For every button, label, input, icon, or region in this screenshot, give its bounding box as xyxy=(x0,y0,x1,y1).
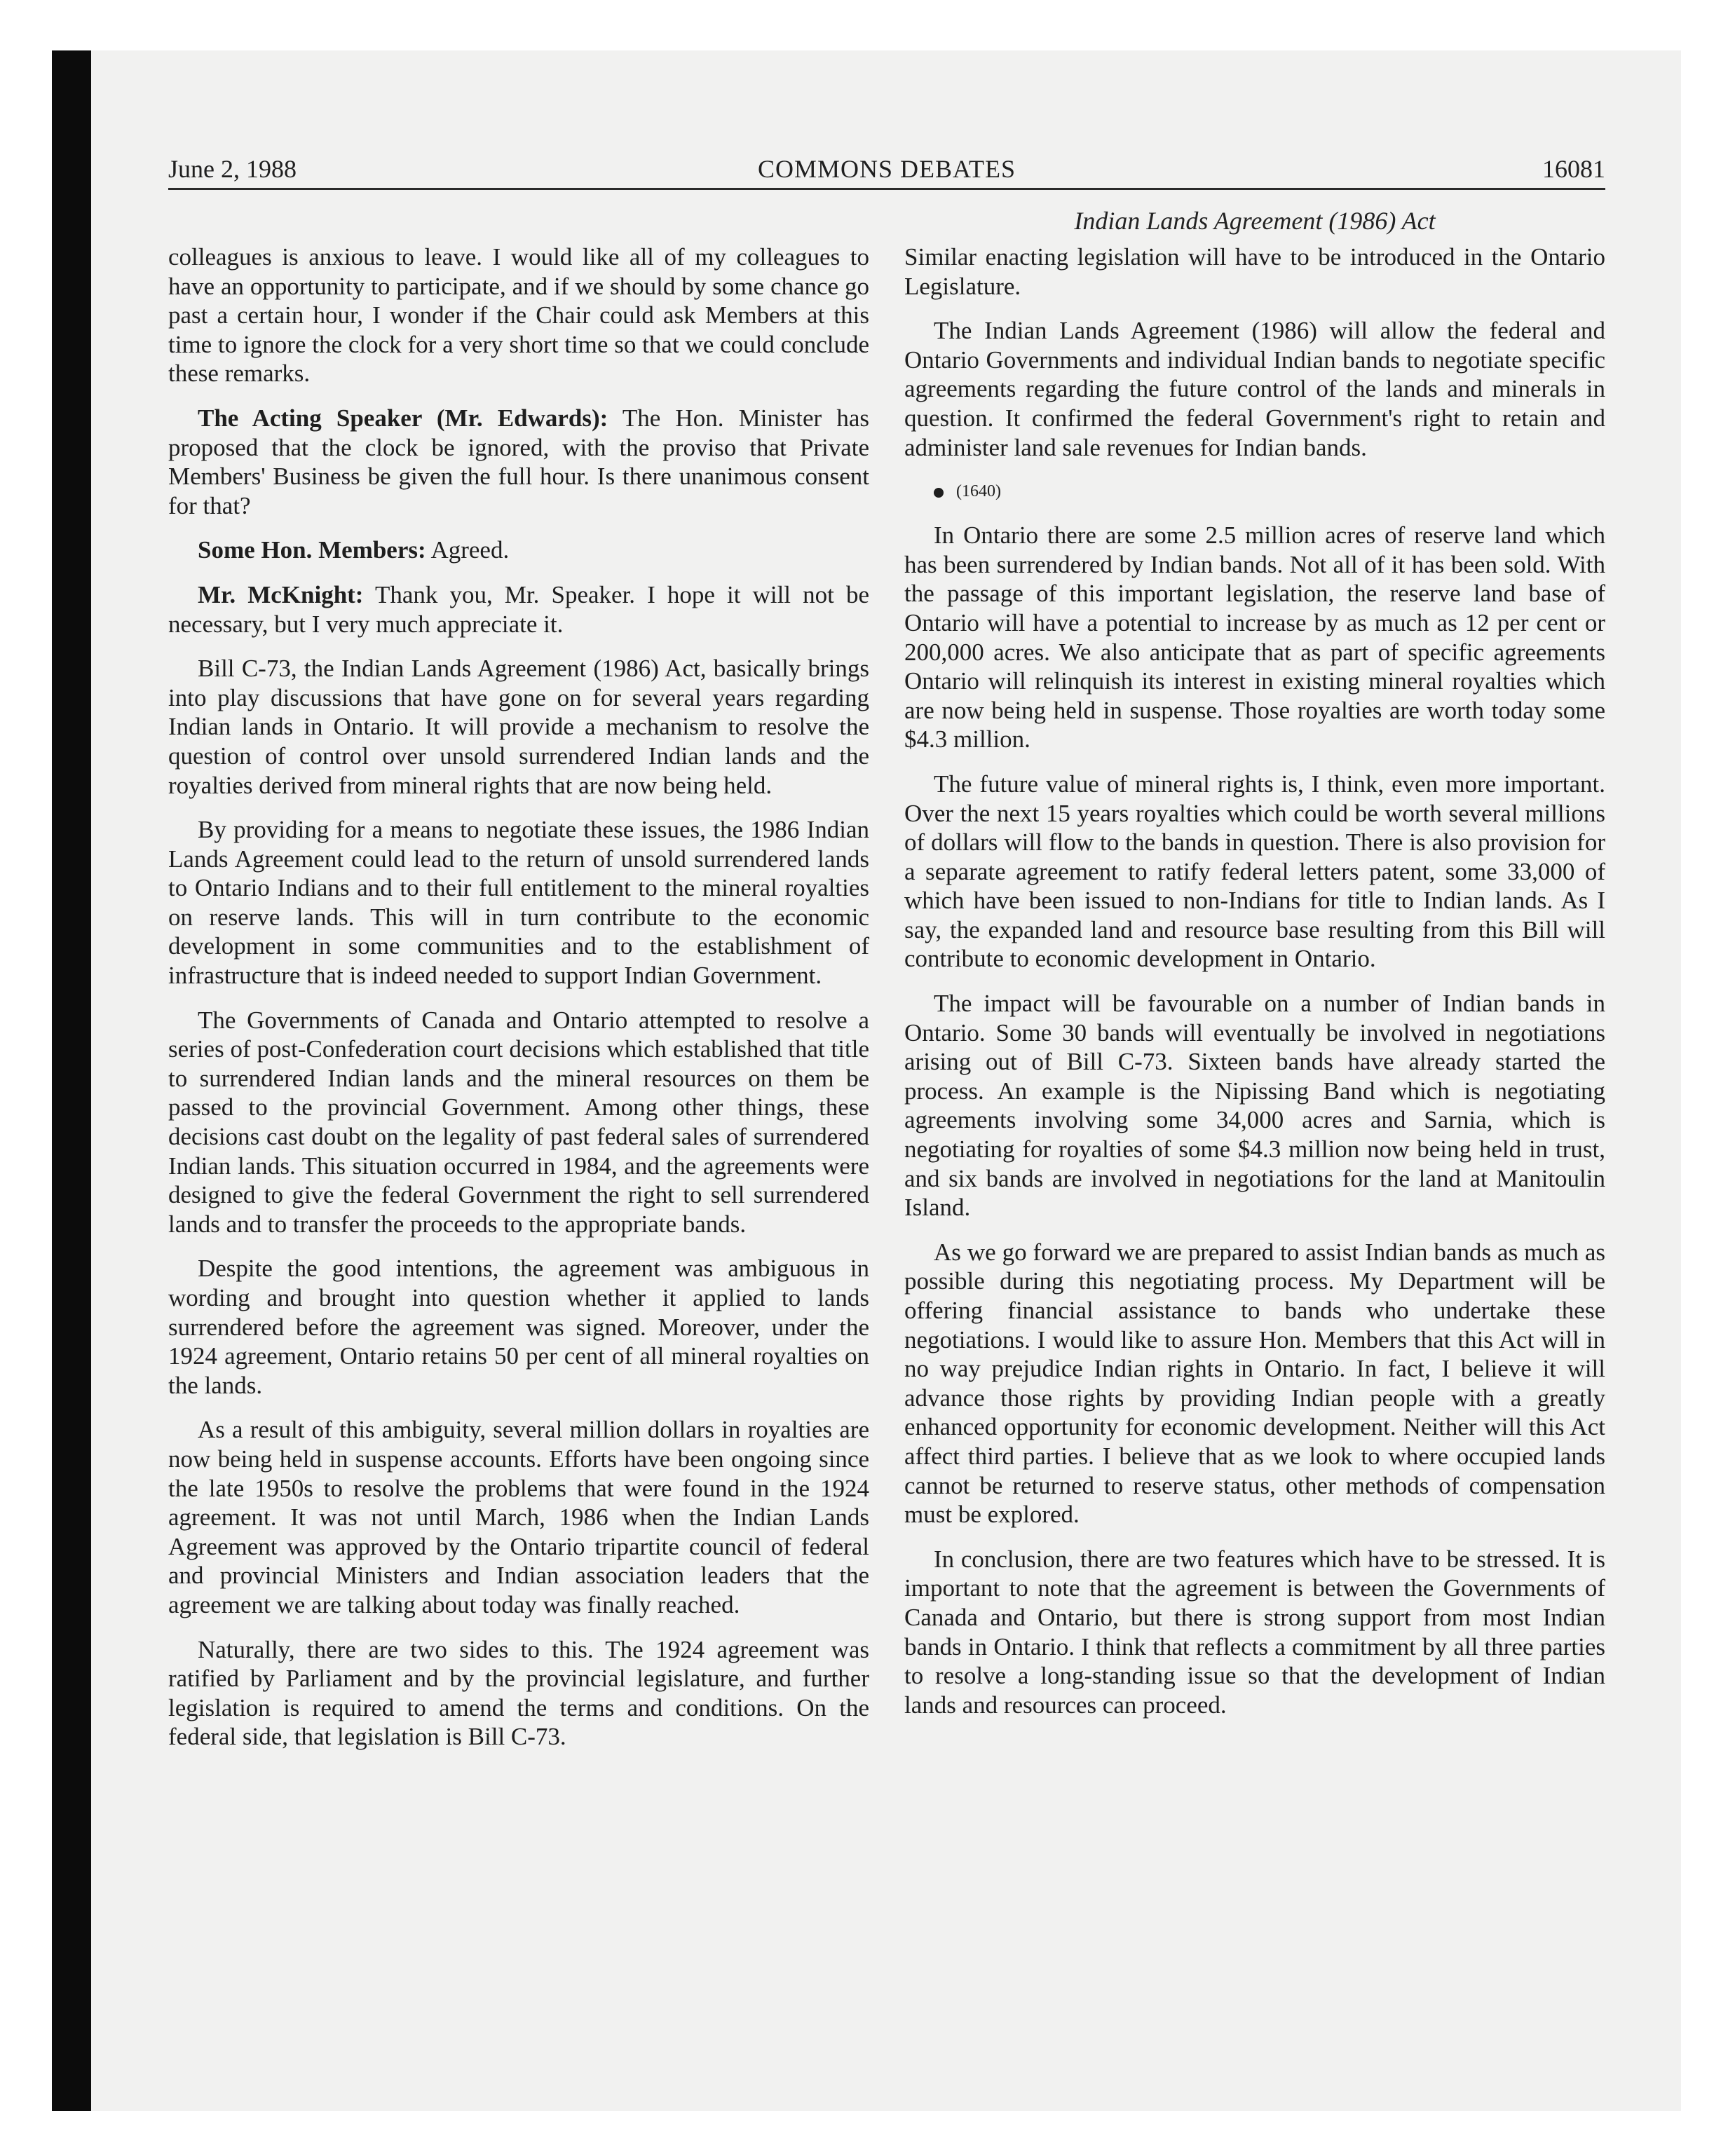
speech-paragraph xyxy=(168,404,869,520)
speaker-name: The Acting Speaker (Mr. Edwards): xyxy=(198,404,608,432)
paragraph: Despite the good intentions, the agreement was ambiguous in wording and brought into question whether it applied to lands surrendered before the agreement was signed. Moreover, under the 1924 agreement, Ontario retains 50 per cent of all mineral royalties on the lands. xyxy=(168,1255,869,1399)
paragraph: As we go forward we are prepared to assist Indian bands as much as possible during this negotiating process. My Department will be offering financial assistance to bands who undertake these negotiations. I would like to assure Hon. Members that this Act will in no way prejudice Indian rights in Ontario. In fact, I believe it will advance those rights by providing Indian people with a greatly enhanced opportunity for economic development. Neither will this Act affect third parties. I believe that as we look to where occupied lands cannot be returned to reserve status, other methods of compensation must be explored. xyxy=(904,1238,1605,1529)
scan-binding-edge xyxy=(52,50,91,2111)
time-marker xyxy=(904,477,1605,505)
page-header xyxy=(168,150,1605,188)
paragraph: Bill C-73, the Indian Lands Agreement (1986) Act, basically brings into play discussions that have gone on for several years regarding Indian lands in Ontario. It will provide a mechanism to resolve the question of control over unsold surrendered Indian lands and the royalties derived from mineral rights that are now being held. xyxy=(168,655,869,799)
speech-text: Agreed. xyxy=(430,536,510,564)
time-marker-text: (1640) xyxy=(956,482,1001,501)
header-rule xyxy=(168,188,1605,190)
paragraph: In conclusion, there are two features which have to be stressed. It is important to note that the agreement is between the Governments of Canada and Ontario, but there is strong support from most Indian bands in Ontario. I think that reflects a commitment by all three parties to resolve a long-standing issue so that the development of Indian lands and resources can proceed. xyxy=(904,1545,1605,1719)
bullet-icon xyxy=(934,488,944,498)
right-column xyxy=(904,243,1605,1735)
speech-paragraph xyxy=(168,580,869,639)
paragraph: Similar enacting legislation will have to be introduced in the Ontario Legislature. xyxy=(904,243,1605,300)
paragraph: The impact will be favourable on a number of Indian bands in Ontario. Some 30 bands will eventually be involved in negotiations arising out of Bill C-73. Sixteen bands have already started the process. An example is the Nipissing Band which is negotiating agreements involving some 34,000 acres and Sarnia, which is negotiating for royalties of some $4.3 million now being held in trust, and six bands are involved in negotiations for the land at Manitoulin Island. xyxy=(904,990,1605,1222)
header-date: June 2, 1988 xyxy=(168,155,297,183)
paragraph: Naturally, there are two sides to this. The 1924 agreement was ratified by Parliament and by the provincial legislature, and further legislation is required to amend the terms and conditions. On the federal side, that legislation is Bill C-73. xyxy=(168,1635,869,1751)
paragraph: In Ontario there are some 2.5 million acres of reserve land which has been surrendered by Indian bands. Not all of it has been sold. With the passage of this important legislation, the reserve land base of Ontario will have a potential to increase by as much as 12 per cent or 200,000 acres. We also anticipate that as part of specific agreements Ontario will relinquish its interest in existing mineral royalties which are now being held in suspense. Those royalties are worth today some $4.3 million. xyxy=(904,521,1605,753)
speech-text: Thank you, Mr. Speaker. I hope it will not be necessary, but I very much appreciate it. xyxy=(168,580,869,638)
speech-paragraph xyxy=(168,535,869,565)
paragraph: As a result of this ambiguity, several million dollars in royalties are now being held in suspense accounts. Efforts have been ongoing since the late 1950s to resolve the problems that were found in the 1924 agreement. It was not until March, 1986 when the Indian Lands Agreement was approved by the Ontario tripartite council of federal and provincial Ministers and Indian association leaders that the agreement we are talking about today was finally reached. xyxy=(168,1416,869,1618)
header-title: COMMONS DEBATES xyxy=(757,155,1016,183)
paragraph: The Indian Lands Agreement (1986) will allow the federal and Ontario Governments and individual Indian bands to negotiate specific agreements regarding the future control of the lands and minerals in question. It confirmed the federal Government's right to retain and administer land sale revenues for Indian bands. xyxy=(904,317,1605,461)
speaker-name: Mr. McKnight: xyxy=(198,580,364,608)
paragraph: The future value of mineral rights is, I think, even more important. Over the next 15 years royalties which could be worth several millions of dollars will flow to the bands in question. There is also provision for a separate agreement to ratify federal letters patent, some 33,000 of which have been issued to non-Indians for title to Indian lands. As I say, the expanded land and resource base resulting from this Bill will contribute to economic development in Ontario. xyxy=(904,770,1605,973)
speaker-name: Some Hon. Members: xyxy=(198,536,426,564)
left-column xyxy=(168,243,869,1767)
paragraph: By providing for a means to negotiate these issues, the 1986 Indian Lands Agreement could lead to the return of unsold surrendered lands to Ontario Indians and to their full entitlement to the mineral royalties on reserve lands. This will in turn contribute to the economic development in some communities and to the establishment of infrastructure that is indeed needed to support Indian Government. xyxy=(168,816,869,990)
speech-text: The Hon. Minister has proposed that the clock be ignored, with the proviso that Private Members' Business be given the full hour. Is there unanimous consent for that? xyxy=(168,404,870,519)
running-head: Indian Lands Agreement (1986) Act xyxy=(1074,207,1436,235)
paragraph: colleagues is anxious to leave. I would like all of my colleagues to have an opportunity to participate, and if we should by some chance go past a certain hour, I wonder if the Chair could ask Members at this time to ignore the clock for a very short time so that we could conclude these remarks. xyxy=(168,243,869,388)
header-page-number: 16081 xyxy=(1542,155,1605,183)
paragraph: The Governments of Canada and Ontario attempted to resolve a series of post-Confederation court decisions which established that title to surrendered Indian lands and the mineral resources on them be passed to the provincial Government. Among other things, these decisions cast doubt on the legality of past federal sales of surrendered Indian lands. This situation occurred in 1984, and the agreements were designed to give the federal Government the right to sell surrendered lands and to transfer the proceeds to the appropriate bands. xyxy=(168,1006,869,1238)
